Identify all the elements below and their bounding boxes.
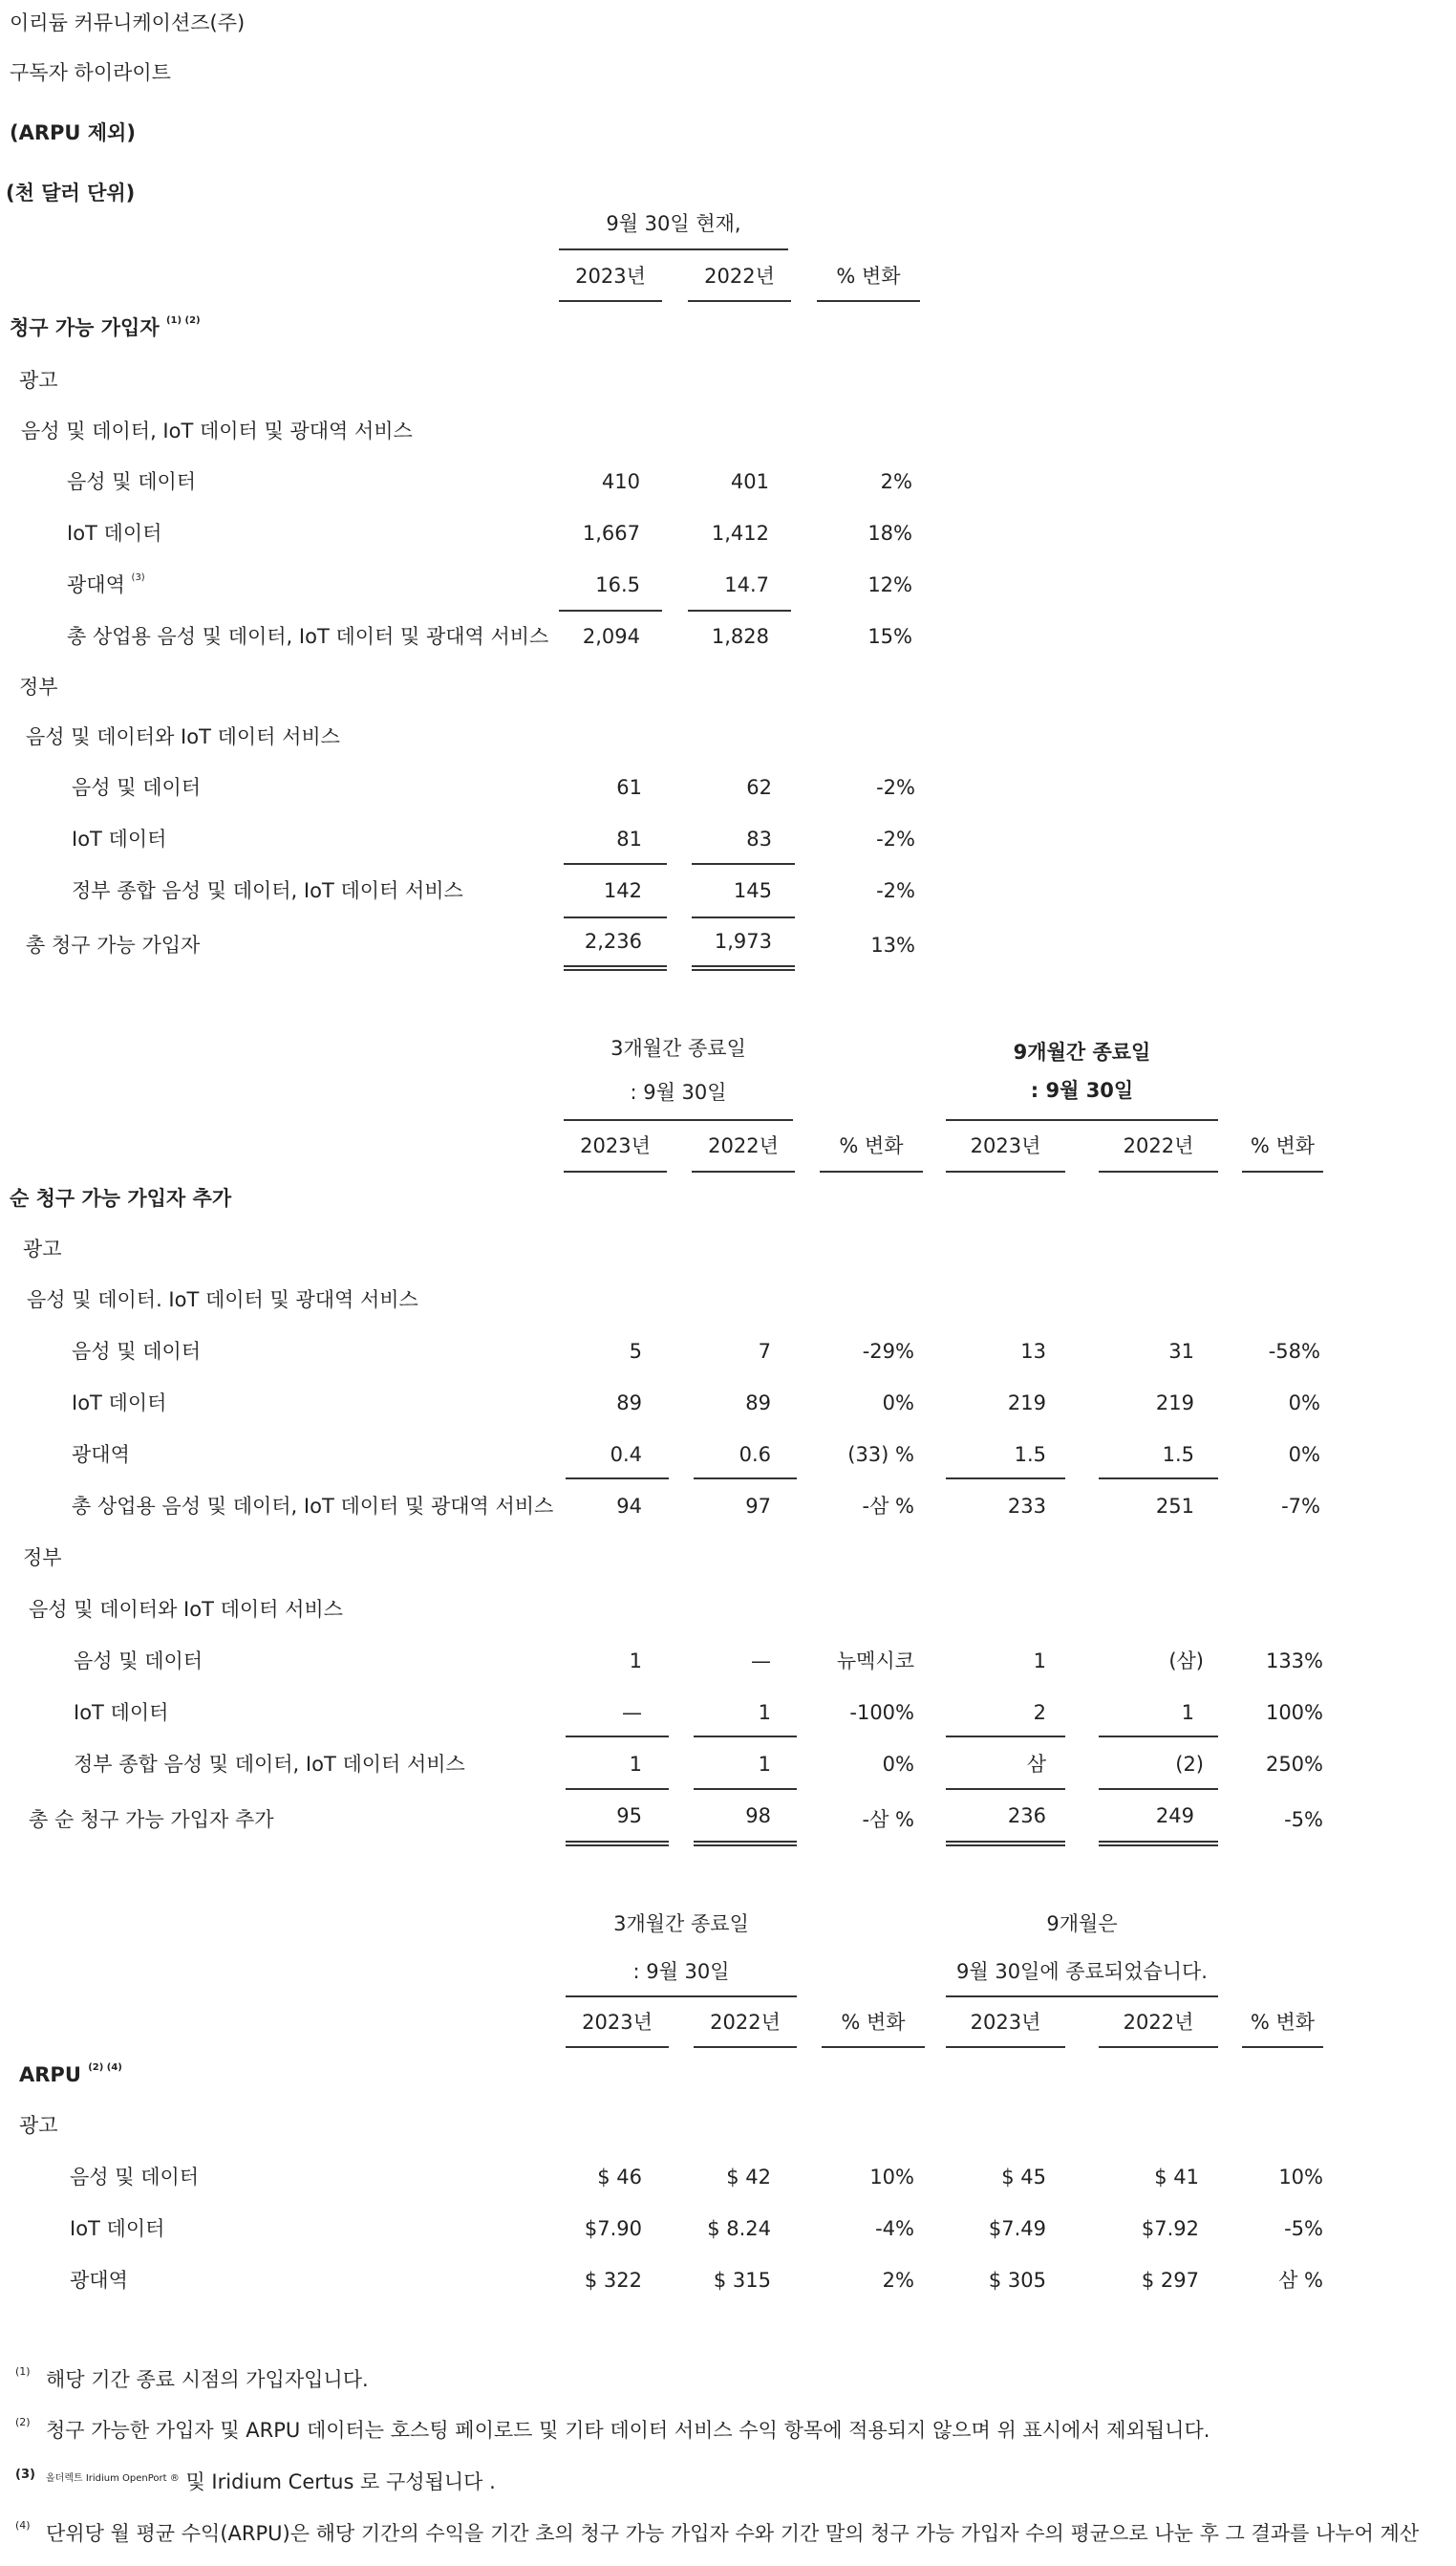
s2-9m-pct: -58% bbox=[1268, 1340, 1320, 1363]
s3-col-9m-2023: 2023년 bbox=[970, 2011, 1041, 2034]
s2-row-label: 총 상업용 음성 및 데이터, IoT 데이터 및 광대역 서비스 bbox=[72, 1495, 554, 1518]
s2-9m-2023: 삼 bbox=[1026, 1753, 1046, 1776]
s1-value-2023: 410 bbox=[601, 470, 640, 493]
divider bbox=[566, 1477, 669, 1479]
s1-pct: 2% bbox=[880, 470, 912, 493]
s2-col-3m-2022: 2022년 bbox=[708, 1134, 779, 1157]
s2-col-9m-2023: 2023년 bbox=[970, 1134, 1041, 1157]
s1-value-2023: 81 bbox=[616, 828, 642, 851]
divider bbox=[1099, 1788, 1218, 1790]
s3-3m-pct: -4% bbox=[875, 2217, 914, 2240]
divider bbox=[817, 300, 920, 302]
s2-9m-pct: 0% bbox=[1288, 1391, 1320, 1414]
s2-3m-2022: 0.6 bbox=[739, 1443, 771, 1466]
double-divider bbox=[564, 965, 667, 971]
s2-col-3m-pct: % 변화 bbox=[839, 1134, 904, 1157]
s2-col-9m-2022: 2022년 bbox=[1123, 1134, 1194, 1157]
s1-total-2022: 1,973 bbox=[714, 930, 772, 953]
page-subtitle: 구독자 하이라이트 bbox=[10, 61, 171, 84]
s1-pct: -2% bbox=[876, 776, 915, 799]
s3-9m-pct: -5% bbox=[1284, 2217, 1323, 2240]
divider bbox=[692, 863, 795, 865]
s3-9m-header-2: 9월 30일에 종료되었습니다. bbox=[956, 1960, 1208, 1983]
double-divider bbox=[566, 1841, 669, 1846]
s3-row-label: 음성 및 데이터 bbox=[70, 2166, 200, 2189]
s2-9m-2022: 219 bbox=[1155, 1391, 1194, 1414]
s1-row-label: 음성 및 데이터 bbox=[67, 470, 197, 493]
s3-col-3m-2023: 2023년 bbox=[582, 2011, 653, 2034]
double-divider bbox=[1099, 1841, 1218, 1846]
s2-9m-2022: (삼) bbox=[1168, 1650, 1204, 1672]
s2-row-label: 음성 및 데이터 bbox=[72, 1340, 202, 1363]
s2-3m-pct: 뉴멕시코 bbox=[836, 1650, 914, 1672]
s3-9m-2023: $ 305 bbox=[988, 2269, 1046, 2292]
s2-3m-pct: (33) % bbox=[847, 1443, 914, 1466]
s3-col-3m-2022: 2022년 bbox=[710, 2011, 781, 2034]
s1-pct: 18% bbox=[867, 522, 912, 545]
s2-total-9m-pct: -5% bbox=[1284, 1808, 1323, 1831]
s1-pct: -2% bbox=[876, 828, 915, 851]
s2-3m-2022: 1 bbox=[758, 1753, 771, 1776]
s2-3m-2023: 94 bbox=[616, 1495, 642, 1518]
divider bbox=[559, 300, 662, 302]
s2-9m-2023: 219 bbox=[1007, 1391, 1046, 1414]
double-divider bbox=[694, 1841, 797, 1846]
note-excl: (ARPU 제외) bbox=[10, 121, 136, 144]
s3-9m-2022: $ 41 bbox=[1154, 2166, 1199, 2189]
s1-value-2023: 2,094 bbox=[582, 625, 640, 648]
s2-9m-header-2: : 9월 30일 bbox=[1030, 1079, 1134, 1102]
s2-commercial: 광고 bbox=[23, 1238, 62, 1261]
s1-period-header: 9월 30일 현재, bbox=[606, 212, 741, 235]
s3-title: ARPU $^{(2) (4)}$ bbox=[19, 2062, 122, 2086]
divider bbox=[946, 1736, 1065, 1737]
divider bbox=[820, 1171, 923, 1173]
s3-3m-header-2: : 9월 30일 bbox=[632, 1960, 730, 1983]
s1-value-2022: 145 bbox=[733, 879, 772, 902]
s3-3m-2023: $7.90 bbox=[584, 2217, 642, 2240]
s3-row-label: IoT 데이터 bbox=[70, 2217, 165, 2240]
s1-total-label: 총 청구 가능 가입자 bbox=[26, 934, 201, 957]
divider bbox=[946, 1171, 1065, 1173]
s2-3m-2023: 5 bbox=[629, 1340, 642, 1363]
divider bbox=[1099, 1171, 1218, 1173]
s2-9m-pct: 133% bbox=[1265, 1650, 1323, 1672]
footnote-2: 청구 가능한 가입자 및 ARPU 데이터는 호스팅 페이로드 및 기타 데이터 서비스 수익 항목에 적용되지 않으며 위 표시에서 제외됩니다. bbox=[46, 2419, 1210, 2442]
s2-total-9m-2023: 236 bbox=[1007, 1804, 1046, 1827]
divider bbox=[946, 1477, 1065, 1479]
s2-gov-group: 음성 및 데이터와 IoT 데이터 서비스 bbox=[29, 1598, 343, 1621]
s2-9m-2023: 13 bbox=[1020, 1340, 1046, 1363]
divider bbox=[822, 2046, 925, 2048]
s1-value-2022: 83 bbox=[746, 828, 772, 851]
s3-col-3m-pct: % 변화 bbox=[841, 2011, 906, 2034]
divider bbox=[1242, 1171, 1323, 1173]
s2-total-3m-2023: 95 bbox=[616, 1804, 642, 1827]
s2-total-label: 총 순 청구 가능 가입자 추가 bbox=[29, 1808, 274, 1831]
s2-9m-pct: 100% bbox=[1265, 1701, 1323, 1724]
s1-value-2022: 1,412 bbox=[711, 522, 769, 545]
s1-government: 정부 bbox=[19, 676, 58, 699]
s2-9m-2023: 233 bbox=[1007, 1495, 1046, 1518]
s2-3m-pct: 0% bbox=[882, 1753, 914, 1776]
s1-row-label: 광대역 $^{(3)}$ bbox=[67, 572, 145, 596]
s3-row-label: 광대역 bbox=[70, 2269, 128, 2292]
s2-3m-2023: 0.4 bbox=[610, 1443, 642, 1466]
s2-9m-2022: 1.5 bbox=[1162, 1443, 1194, 1466]
s2-total-3m-pct: -삼 % bbox=[862, 1808, 914, 1831]
s3-commercial: 광고 bbox=[19, 2114, 58, 2137]
divider bbox=[694, 1477, 797, 1479]
divider bbox=[1099, 2046, 1218, 2048]
s1-value-2023: 16.5 bbox=[595, 573, 640, 596]
s3-3m-header-1: 3개월간 종료일 bbox=[613, 1912, 749, 1935]
s2-3m-2022: 7 bbox=[758, 1340, 771, 1363]
s2-9m-header-1: 9개월간 종료일 bbox=[1013, 1041, 1151, 1064]
s2-3m-header-1: 3개월간 종료일 bbox=[610, 1037, 746, 1060]
s1-col-pct: % 변화 bbox=[836, 265, 901, 288]
company-name: 이리듐 커뮤니케이션즈(주) bbox=[10, 11, 246, 34]
s2-9m-2023: 1 bbox=[1033, 1650, 1046, 1672]
s1-total-pct: 13% bbox=[870, 934, 915, 957]
s1-title: 청구 가능 가입자 $^{(1) (2)}$ bbox=[10, 315, 201, 339]
s1-pct: -2% bbox=[876, 879, 915, 902]
s1-pct: 15% bbox=[867, 625, 912, 648]
footnote-3: $^{올더렉트 Iridium OpenPort ®}$ 및 Iridium Certus 로 구성됩니다 . bbox=[46, 2470, 496, 2493]
divider bbox=[946, 1119, 1218, 1121]
s2-government: 정부 bbox=[23, 1546, 62, 1569]
s1-gov-group: 음성 및 데이터와 IoT 데이터 서비스 bbox=[26, 725, 340, 748]
divider bbox=[694, 1736, 797, 1737]
s1-row-label: IoT 데이터 bbox=[67, 522, 162, 545]
divider bbox=[692, 1171, 795, 1173]
s2-3m-2022: 89 bbox=[745, 1391, 771, 1414]
s3-3m-pct: 10% bbox=[869, 2166, 914, 2189]
divider bbox=[564, 916, 667, 918]
s2-9m-2022: 251 bbox=[1155, 1495, 1194, 1518]
divider bbox=[946, 1995, 1218, 1997]
divider bbox=[688, 610, 791, 612]
divider bbox=[694, 2046, 797, 2048]
s2-row-label: 광대역 bbox=[72, 1443, 130, 1466]
divider bbox=[1242, 2046, 1323, 2048]
s3-9m-2022: $ 297 bbox=[1141, 2269, 1199, 2292]
s2-3m-2022: 1 bbox=[758, 1701, 771, 1724]
s3-9m-2023: $ 45 bbox=[1001, 2166, 1046, 2189]
note-units: (천 달러 단위) bbox=[6, 182, 136, 205]
s2-row-label: IoT 데이터 bbox=[72, 1391, 167, 1414]
s2-9m-2023: 2 bbox=[1033, 1701, 1046, 1724]
s1-col-2022: 2022년 bbox=[704, 265, 775, 288]
s2-9m-2023: 1.5 bbox=[1014, 1443, 1046, 1466]
s1-row-label: 정부 종합 음성 및 데이터, IoT 데이터 서비스 bbox=[72, 879, 463, 902]
s2-total-9m-2022: 249 bbox=[1155, 1804, 1194, 1827]
footnote-2-mark: (2) bbox=[15, 2416, 31, 2428]
s2-row-label: 음성 및 데이터 bbox=[74, 1650, 203, 1672]
s1-value-2022: 62 bbox=[746, 776, 772, 799]
s1-value-2023: 61 bbox=[616, 776, 642, 799]
s1-total-2023: 2,236 bbox=[584, 930, 642, 953]
footnote-3-mark: (3) bbox=[15, 2468, 35, 2482]
divider bbox=[694, 1788, 797, 1790]
s1-pct: 12% bbox=[867, 573, 912, 596]
s2-9m-2022: (2) bbox=[1175, 1753, 1204, 1776]
s1-row-label: 총 상업용 음성 및 데이터, IoT 데이터 및 광대역 서비스 bbox=[67, 625, 549, 648]
footnote-1: 해당 기간 종료 시점의 가입자입니다. bbox=[46, 2368, 369, 2391]
s1-value-2023: 142 bbox=[603, 879, 642, 902]
s2-9m-pct: 250% bbox=[1265, 1753, 1323, 1776]
double-divider bbox=[946, 1841, 1065, 1846]
s1-value-2022: 14.7 bbox=[724, 573, 769, 596]
s2-3m-pct: -삼 % bbox=[862, 1495, 914, 1518]
s3-3m-2022: $ 42 bbox=[726, 2166, 771, 2189]
s3-3m-2022: $ 8.24 bbox=[707, 2217, 771, 2240]
s3-9m-2022: $7.92 bbox=[1141, 2217, 1199, 2240]
s2-3m-2023: 89 bbox=[616, 1391, 642, 1414]
s2-3m-2023: — bbox=[622, 1701, 642, 1724]
s2-total-3m-2022: 98 bbox=[745, 1804, 771, 1827]
divider bbox=[564, 1171, 667, 1173]
s2-3m-pct: 0% bbox=[882, 1391, 914, 1414]
divider bbox=[946, 2046, 1065, 2048]
divider bbox=[566, 1788, 669, 1790]
s2-3m-pct: -29% bbox=[862, 1340, 914, 1363]
divider bbox=[566, 1736, 669, 1737]
s1-value-2023: 1,667 bbox=[582, 522, 640, 545]
divider bbox=[566, 2046, 669, 2048]
divider bbox=[1099, 1477, 1218, 1479]
s1-row-label: 음성 및 데이터 bbox=[72, 776, 202, 799]
s3-9m-pct: 10% bbox=[1278, 2166, 1323, 2189]
s2-col-9m-pct: % 변화 bbox=[1250, 1134, 1316, 1157]
s2-9m-2022: 31 bbox=[1168, 1340, 1194, 1363]
s3-col-9m-2022: 2022년 bbox=[1123, 2011, 1194, 2034]
s2-3m-2023: 1 bbox=[629, 1650, 642, 1672]
footnote-1-mark: (1) bbox=[15, 2365, 31, 2378]
s1-value-2022: 1,828 bbox=[711, 625, 769, 648]
s3-9m-pct: 삼 % bbox=[1278, 2269, 1323, 2292]
s2-3m-pct: -100% bbox=[849, 1701, 914, 1724]
footnote-4: 단위당 월 평균 수익(ARPU)은 해당 기간의 수익을 기간 초의 청구 가능 가입자 수와 기간 말의 청구 가능 가입자 수의 평균으로 나눈 후 그 결과를 나누어 계산 bbox=[46, 2522, 1420, 2545]
s3-9m-2023: $7.49 bbox=[988, 2217, 1046, 2240]
divider bbox=[559, 248, 788, 250]
s2-3m-2022: — bbox=[751, 1650, 771, 1672]
s2-3m-2022: 97 bbox=[745, 1495, 771, 1518]
s2-9m-pct: 0% bbox=[1288, 1443, 1320, 1466]
s2-comm-group: 음성 및 데이터. IoT 데이터 및 광대역 서비스 bbox=[27, 1288, 418, 1311]
divider bbox=[564, 1119, 793, 1121]
s1-commercial: 광고 bbox=[19, 369, 58, 392]
s1-comm-group: 음성 및 데이터, IoT 데이터 및 광대역 서비스 bbox=[21, 420, 413, 442]
s3-3m-2022: $ 315 bbox=[713, 2269, 771, 2292]
s3-3m-2023: $ 46 bbox=[597, 2166, 642, 2189]
s1-row-label: IoT 데이터 bbox=[72, 828, 167, 851]
s1-col-2023: 2023년 bbox=[575, 265, 646, 288]
footnote-4-mark: (4) bbox=[15, 2519, 31, 2532]
divider bbox=[692, 916, 795, 918]
divider bbox=[566, 1995, 797, 1997]
s2-3m-2023: 1 bbox=[629, 1753, 642, 1776]
divider bbox=[688, 300, 791, 302]
s2-3m-header-2: : 9월 30일 bbox=[630, 1081, 727, 1104]
divider bbox=[1099, 1736, 1218, 1737]
s2-9m-pct: -7% bbox=[1281, 1495, 1320, 1518]
s3-col-9m-pct: % 변화 bbox=[1250, 2011, 1316, 2034]
double-divider bbox=[692, 965, 795, 971]
s1-value-2022: 401 bbox=[730, 470, 769, 493]
divider bbox=[559, 610, 662, 612]
s2-title: 순 청구 가능 가입자 추가 bbox=[10, 1187, 232, 1210]
s2-col-3m-2023: 2023년 bbox=[580, 1134, 651, 1157]
s3-3m-pct: 2% bbox=[882, 2269, 914, 2292]
s3-3m-2023: $ 322 bbox=[584, 2269, 642, 2292]
divider bbox=[946, 1788, 1065, 1790]
s2-9m-2022: 1 bbox=[1181, 1701, 1194, 1724]
s2-row-label: 정부 종합 음성 및 데이터, IoT 데이터 서비스 bbox=[74, 1753, 465, 1776]
s3-9m-header-1: 9개월은 bbox=[1046, 1912, 1118, 1935]
divider bbox=[564, 863, 667, 865]
s2-row-label: IoT 데이터 bbox=[74, 1701, 169, 1724]
